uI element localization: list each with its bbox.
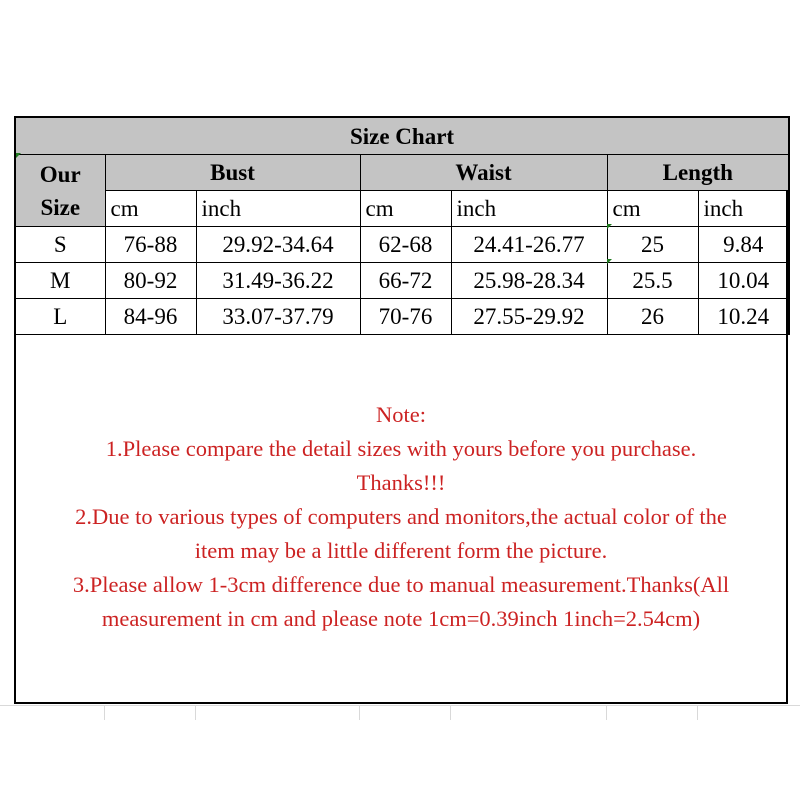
note-line[interactable]: measurement in cm and please note 1cm=0.39inch 1inch=2.54cm) xyxy=(101,606,701,631)
note-line[interactable]: 2.Due to various types of computers and monitors,the actual color of the xyxy=(75,504,727,529)
table-row xyxy=(15,227,789,263)
note-line[interactable]: 1.Please compare the detail sizes with yours before you purchase. xyxy=(105,436,697,461)
cell-comment-marker xyxy=(16,153,21,158)
note-heading[interactable]: Note: xyxy=(376,402,426,427)
our-size-header[interactable] xyxy=(15,155,105,227)
bust-inch-cell[interactable]: 31.49-36.22 xyxy=(196,263,360,299)
waist-header[interactable]: Waist xyxy=(360,155,607,191)
length-inch-cell[interactable]: 9.84 xyxy=(698,227,789,263)
length-cm-cell[interactable]: 26 xyxy=(607,299,698,335)
note-line[interactable]: Thanks!!! xyxy=(356,470,446,495)
our-size-line2: Size xyxy=(40,194,81,220)
bust-inch-cell[interactable]: 29.92-34.64 xyxy=(196,227,360,263)
bust-inch-cell[interactable]: 33.07-37.79 xyxy=(196,299,360,335)
table-row xyxy=(15,263,789,299)
sheet-gridline xyxy=(450,705,451,720)
unit-length-cm[interactable]: cm xyxy=(607,191,698,227)
unit-bust-cm[interactable]: cm xyxy=(105,191,196,227)
length-inch-cell[interactable]: 10.24 xyxy=(698,299,789,335)
sheet-gridline xyxy=(359,705,360,720)
bust-header[interactable]: Bust xyxy=(105,155,360,191)
note-line[interactable]: item may be a little different form the picture. xyxy=(194,538,608,563)
cell-comment-marker xyxy=(607,259,612,264)
unit-waist-cm[interactable]: cm xyxy=(360,191,451,227)
size-cell[interactable]: S xyxy=(15,227,105,263)
length-cm-cell[interactable]: 25 xyxy=(607,227,698,263)
note-line[interactable]: 3.Please allow 1-3cm difference due to manual measurement.Thanks(All xyxy=(72,572,730,597)
title-row xyxy=(15,117,789,155)
bust-cm-cell[interactable]: 80-92 xyxy=(105,263,196,299)
length-inch-cell[interactable]: 10.04 xyxy=(698,263,789,299)
sheet-gridline xyxy=(195,705,196,720)
length-cm-cell[interactable]: 25.5 xyxy=(607,263,698,299)
waist-inch-cell[interactable]: 27.55-29.92 xyxy=(451,299,607,335)
size-chart-table xyxy=(14,116,790,335)
waist-cm-cell[interactable]: 66-72 xyxy=(360,263,451,299)
chart-title[interactable]: Size Chart xyxy=(15,117,789,155)
sheet-gridline xyxy=(697,705,698,720)
unit-row xyxy=(15,191,789,227)
sheet-gridline xyxy=(104,705,105,720)
waist-cm-cell[interactable]: 62-68 xyxy=(360,227,451,263)
cell-comment-marker xyxy=(607,224,612,229)
unit-length-inch[interactable]: inch xyxy=(698,191,789,227)
length-header[interactable]: Length xyxy=(607,155,789,191)
notes-block xyxy=(14,398,788,636)
sheet-gridline xyxy=(0,705,800,706)
size-cell[interactable]: L xyxy=(15,299,105,335)
bust-cm-cell[interactable]: 84-96 xyxy=(105,299,196,335)
sheet-gridline xyxy=(606,705,607,720)
our-size-line1: Our xyxy=(39,161,81,187)
size-cell[interactable]: M xyxy=(15,263,105,299)
unit-bust-inch[interactable]: inch xyxy=(196,191,360,227)
unit-waist-inch[interactable]: inch xyxy=(451,191,607,227)
waist-inch-cell[interactable]: 25.98-28.34 xyxy=(451,263,607,299)
waist-cm-cell[interactable]: 70-76 xyxy=(360,299,451,335)
waist-inch-cell[interactable]: 24.41-26.77 xyxy=(451,227,607,263)
table-row xyxy=(15,299,789,335)
header-row xyxy=(15,155,789,191)
bust-cm-cell[interactable]: 76-88 xyxy=(105,227,196,263)
